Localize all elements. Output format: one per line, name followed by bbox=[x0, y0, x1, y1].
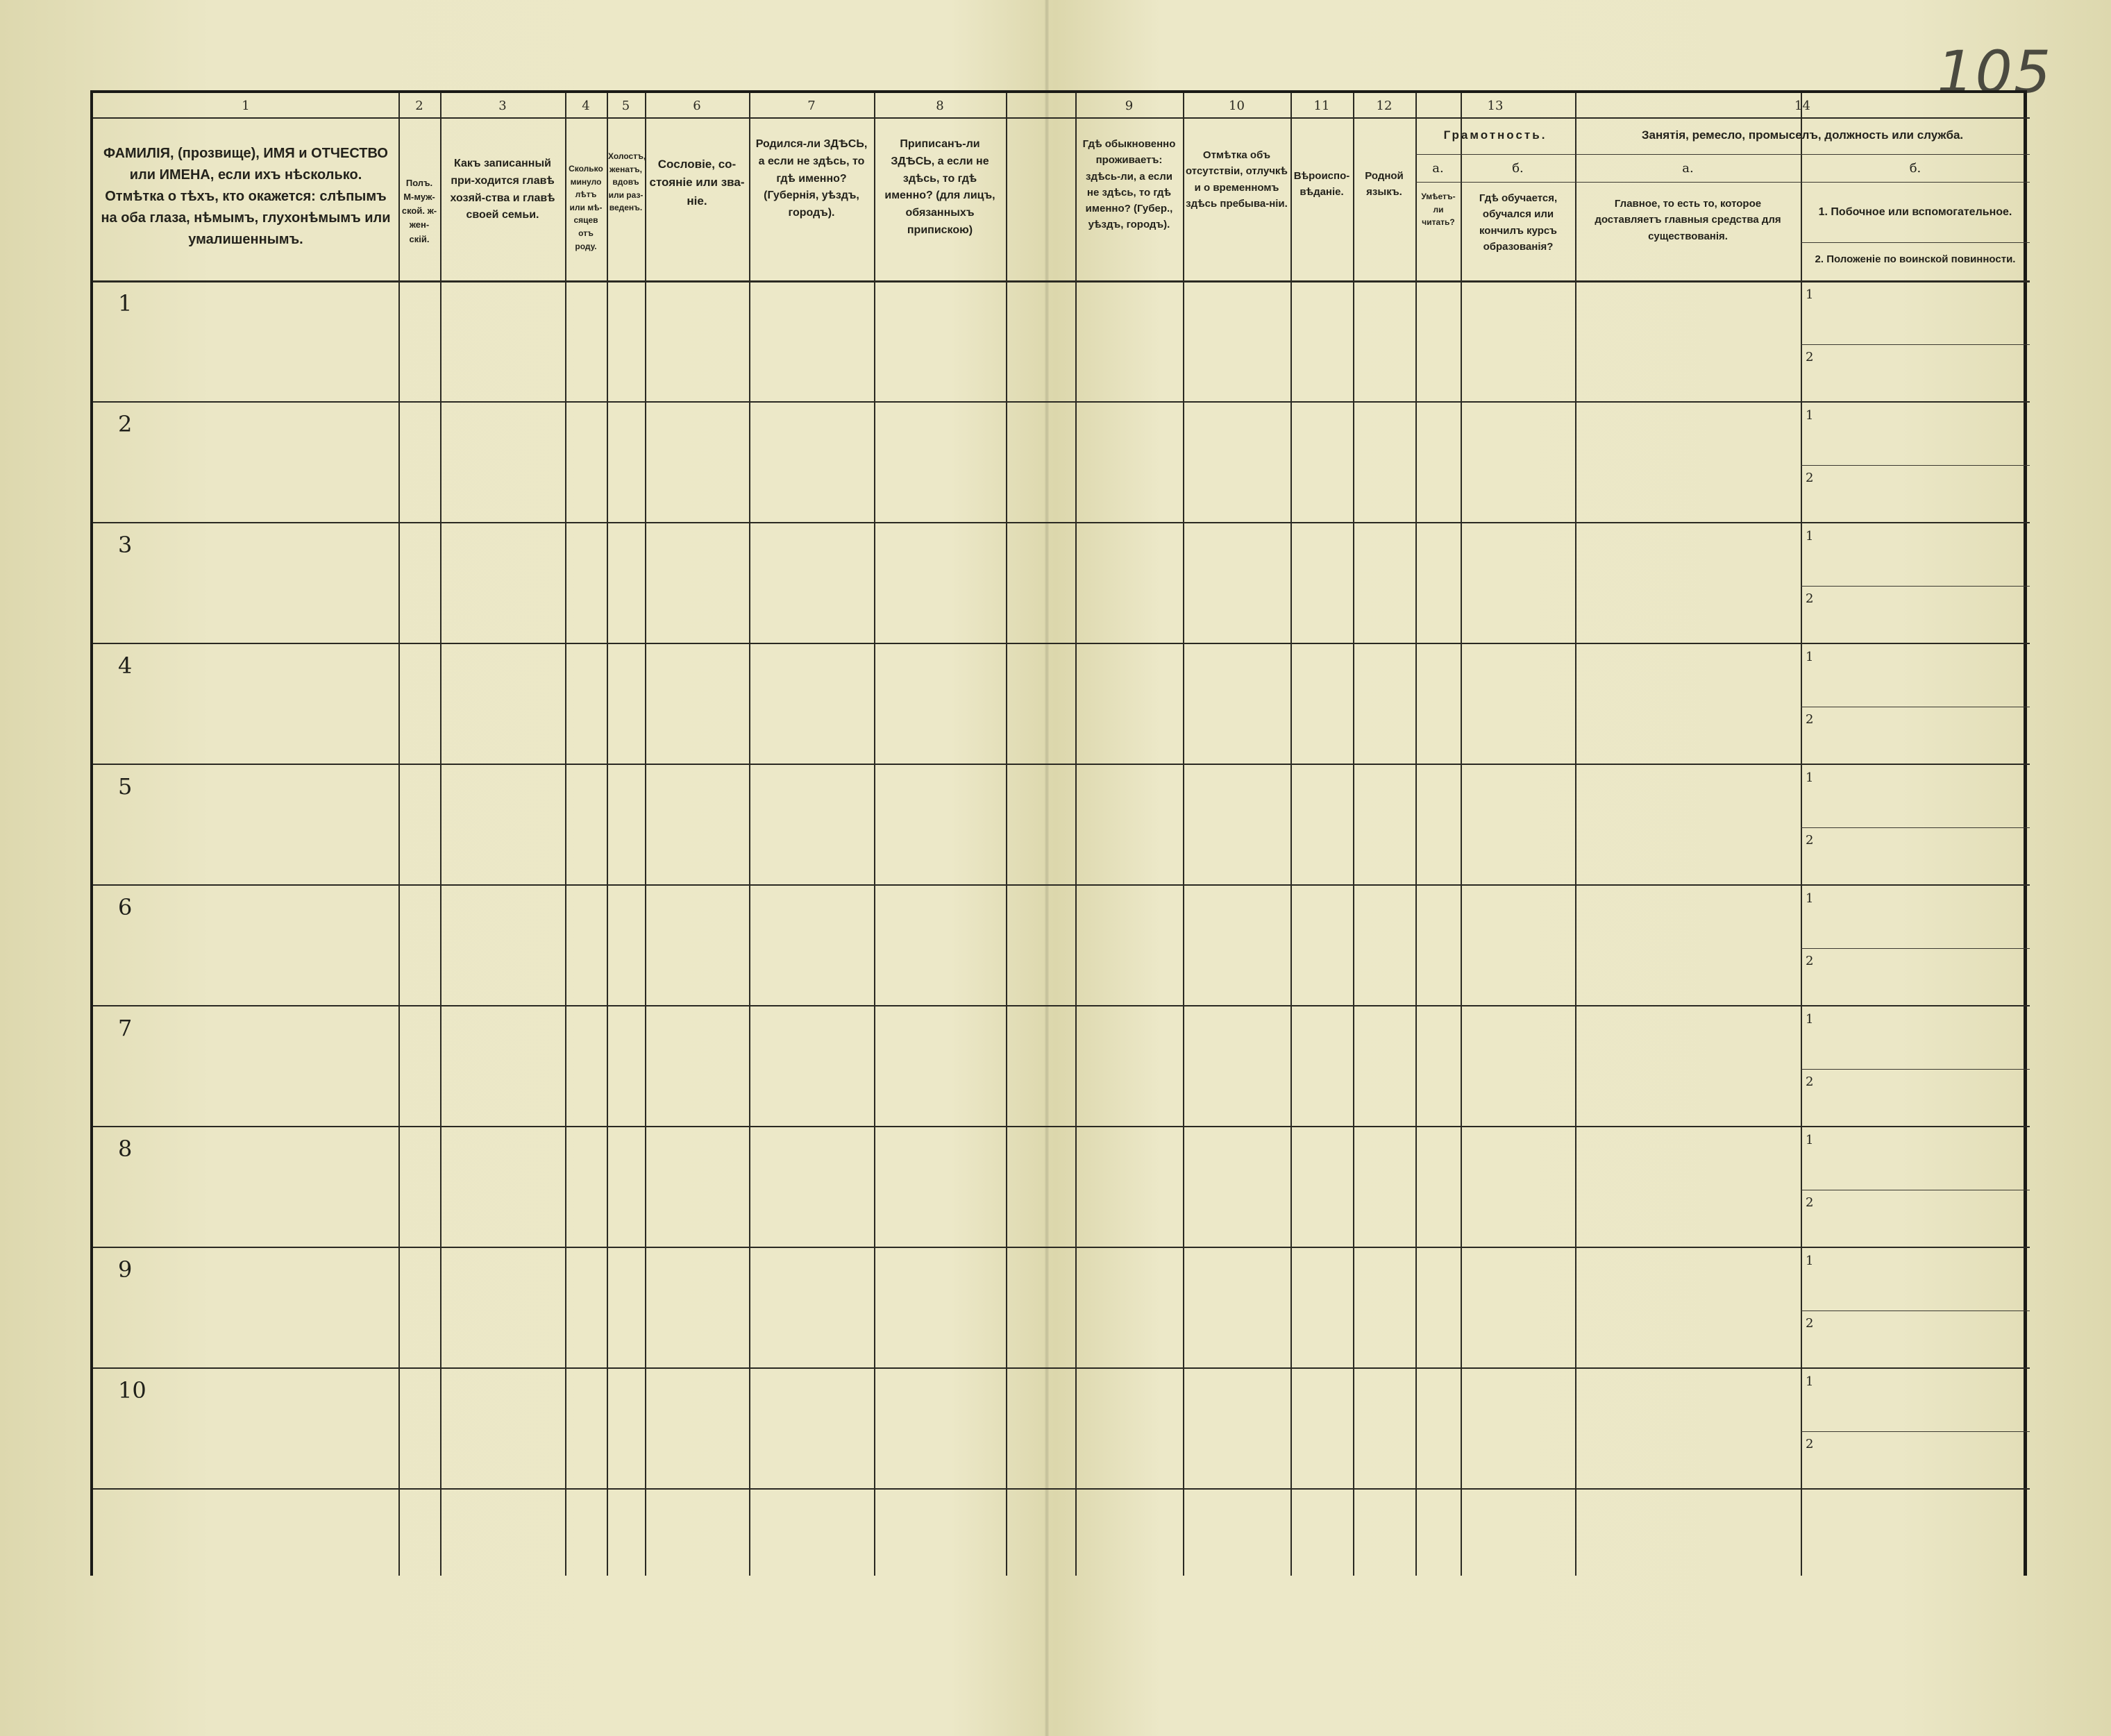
header-bottom-rule bbox=[93, 280, 2030, 283]
column-number: 4 bbox=[582, 99, 590, 113]
column-divider bbox=[1415, 93, 1417, 1576]
header-secondary-occupation: 1. Побочное или вспомогательное. bbox=[1818, 206, 2012, 218]
header-absence-column: Отмѣтка объ отсутствіи, отлучкѣ и о временномъ здѣсь пребыва-ніи. bbox=[1186, 149, 1288, 210]
column-divider bbox=[1353, 93, 1354, 1576]
column-divider bbox=[565, 93, 566, 1576]
column-number: 14 bbox=[1794, 99, 1810, 113]
subrow-label-2: 2 bbox=[1806, 591, 1814, 606]
subrow-rule bbox=[1801, 1069, 2030, 1070]
row-rule bbox=[93, 1367, 2030, 1369]
row-rule bbox=[93, 1488, 2030, 1490]
column-divider bbox=[607, 93, 608, 1576]
column-divider bbox=[645, 93, 646, 1576]
row-number: 10 bbox=[118, 1377, 146, 1404]
subrow-label-1: 1 bbox=[1806, 1012, 1814, 1027]
subrow-label-1: 1 bbox=[1806, 1374, 1814, 1389]
header-main-occupation-column: Главное, то есть то, которое доставляетъ главныя средства для существованія. bbox=[1595, 198, 1781, 242]
subrow-rule bbox=[1801, 465, 2030, 466]
subrow-label-2: 2 bbox=[1806, 350, 1814, 364]
subrow-rule bbox=[1801, 1431, 2030, 1432]
row-number: 4 bbox=[118, 652, 133, 679]
row-rule bbox=[93, 1126, 2030, 1127]
header-occupation-group: Занятія, ремесло, промыселъ, должность или служба. bbox=[1641, 128, 1964, 142]
column-number: 10 bbox=[1229, 99, 1245, 113]
literacy-sub-rule bbox=[1415, 154, 2030, 155]
column-divider bbox=[1575, 93, 1576, 1576]
header-number-rule bbox=[93, 117, 2030, 119]
header-education-column: Гдѣ обучается, обучался или кончилъ курсъ образованія? bbox=[1479, 192, 1558, 253]
header-name-column: ФАМИЛІЯ, (прозвище), ИМЯ и ОТЧЕСТВО или ИМЕНА, если ихъ нѣсколько. Отмѣтка о тѣхъ, кто окажется: слѣпымъ на оба глаза, нѣмымъ, глухонѣмымъ или умалишеннымъ. bbox=[101, 146, 391, 247]
subrow-label-1: 1 bbox=[1806, 650, 1814, 664]
column-number: 11 bbox=[1313, 99, 1330, 113]
header-sex-column: Полъ. М-муж-ской. ж-жен-скій. bbox=[401, 178, 437, 244]
occupation-b-rule bbox=[1801, 242, 2030, 243]
row-number: 8 bbox=[118, 1136, 133, 1162]
row-rule bbox=[93, 522, 2030, 523]
subrow-label-2: 2 bbox=[1806, 1437, 1814, 1451]
subrow-rule bbox=[1801, 344, 2030, 345]
column-divider bbox=[440, 93, 441, 1576]
literacy-a-label: а. bbox=[1432, 161, 1444, 176]
header-military-status: 2. Положеніе по воинской повинности. bbox=[1815, 253, 2016, 265]
column-divider bbox=[398, 93, 400, 1576]
column-number: 3 bbox=[498, 99, 507, 113]
row-number: 1 bbox=[118, 290, 133, 317]
subrow-rule bbox=[1801, 586, 2030, 587]
row-number: 6 bbox=[118, 894, 133, 920]
page-number-annotation: 105 bbox=[1937, 38, 2053, 106]
column-number: 2 bbox=[415, 99, 423, 113]
literacy-sub-rule bbox=[1415, 182, 2030, 183]
row-rule bbox=[93, 643, 2030, 644]
column-divider bbox=[1183, 93, 1184, 1576]
header-can-read-column: Умѣетъ-ли читать? bbox=[1421, 192, 1456, 228]
header-relation-column: Какъ записанный при-ходится главѣ хозяй-ства и главѣ своей семьи. bbox=[450, 158, 555, 221]
row-number: 2 bbox=[118, 411, 133, 437]
literacy-b-label: б. bbox=[1512, 161, 1524, 176]
subrow-label-2: 2 bbox=[1806, 712, 1814, 727]
row-rule bbox=[93, 764, 2030, 765]
row-rule bbox=[93, 884, 2030, 886]
subrow-label-1: 1 bbox=[1806, 1254, 1814, 1268]
header-age-column: Сколько минуло лѣтъ или мѣ-сяцев отъ роду. bbox=[569, 164, 603, 251]
row-rule bbox=[93, 1247, 2030, 1248]
subrow-label-2: 2 bbox=[1806, 1195, 1814, 1210]
subrow-label-2: 2 bbox=[1806, 1075, 1814, 1089]
subrow-label-2: 2 bbox=[1806, 833, 1814, 848]
column-number: 9 bbox=[1125, 99, 1134, 113]
header-birthplace-column: Родился-ли ЗДѢСЬ, а если не здѣсь, то гдѣ именно? (Губернія, уѣздъ, городъ). bbox=[755, 138, 868, 219]
column-number: 6 bbox=[693, 99, 701, 113]
row-number: 7 bbox=[118, 1015, 133, 1041]
subrow-label-2: 2 bbox=[1806, 471, 1814, 485]
column-number: 12 bbox=[1376, 99, 1393, 113]
header-literacy-group: Грамотность. bbox=[1443, 128, 1547, 142]
header-registration-column: Приписанъ-ли ЗДѢСЬ, а если не здѣсь, то гдѣ именно? (для лицъ, обязанныхъ припискою) bbox=[884, 138, 995, 236]
column-number: 13 bbox=[1487, 99, 1504, 113]
column-number: 1 bbox=[242, 99, 250, 113]
column-divider bbox=[874, 93, 875, 1576]
row-number: 3 bbox=[118, 532, 133, 558]
subrow-label-2: 2 bbox=[1806, 1316, 1814, 1331]
column-divider bbox=[1290, 93, 1292, 1576]
subrow-label-1: 1 bbox=[1806, 408, 1814, 423]
column-divider bbox=[1461, 93, 1462, 1576]
occupation-b-label: б. bbox=[1909, 161, 1921, 176]
column-number: 5 bbox=[621, 99, 630, 113]
column-number: 7 bbox=[807, 99, 816, 113]
subrow-rule bbox=[1801, 948, 2030, 949]
row-number: 9 bbox=[118, 1256, 133, 1283]
column-divider bbox=[1075, 93, 1077, 1576]
subrow-label-1: 1 bbox=[1806, 770, 1814, 785]
row-rule bbox=[93, 1005, 2030, 1006]
column-divider bbox=[749, 93, 750, 1576]
subrow-label-1: 1 bbox=[1806, 891, 1814, 906]
column-number: 8 bbox=[936, 99, 944, 113]
subrow-label-2: 2 bbox=[1806, 954, 1814, 968]
header-religion-column: Вѣроиспо-вѣданіе. bbox=[1293, 170, 1350, 199]
occupation-a-label: а. bbox=[1682, 161, 1694, 176]
subrow-label-1: 1 bbox=[1806, 529, 1814, 543]
header-residence-column: Гдѣ обыкновенно проживаетъ: здѣсь-ли, а если не здѣсь, то гдѣ именно? (Губер., уѣздъ, городъ). bbox=[1082, 138, 1176, 231]
header-language-column: Родной языкъ. bbox=[1365, 170, 1404, 199]
header-estate-column: Сословіе, со-стояніе или зва-ніе. bbox=[649, 158, 745, 208]
subrow-label-1: 1 bbox=[1806, 1133, 1814, 1147]
header-marital-column: Холостъ, женатъ, вдовъ или раз-веденъ. bbox=[608, 151, 646, 213]
column-divider bbox=[1801, 93, 1802, 1576]
row-number: 5 bbox=[118, 773, 133, 800]
subrow-label-1: 1 bbox=[1806, 287, 1814, 302]
row-rule bbox=[93, 401, 2030, 403]
subrow-rule bbox=[1801, 827, 2030, 828]
column-divider bbox=[1006, 93, 1007, 1576]
census-form-table bbox=[90, 90, 2027, 1576]
